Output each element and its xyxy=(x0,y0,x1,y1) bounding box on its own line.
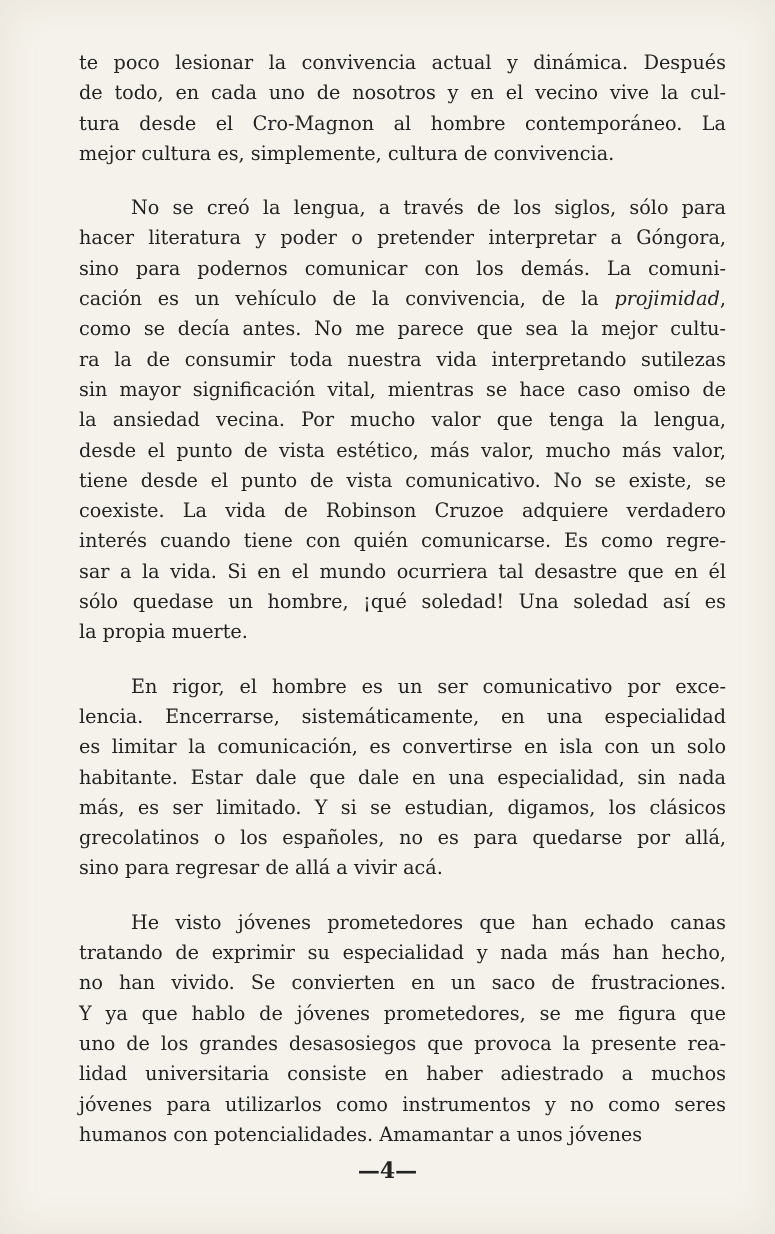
text-line: coexiste. La vida de Robinson Cruzoe adquiere verdadero xyxy=(79,499,726,523)
text-line: cación es un vehículo de la convivencia, de la projimidad, xyxy=(79,287,726,311)
text-line: uno de los grandes desasosiegos que provoca la presente rea- xyxy=(79,1031,726,1055)
text-line: No se creó la lengua, a través de los siglos, sólo para xyxy=(131,196,726,220)
text-line: te poco lesionar la convivencia actual y dinámica. Después xyxy=(79,51,726,74)
text-line: sin mayor significación vital, mientras se hace caso omiso de xyxy=(79,377,726,401)
text-line: más, es ser limitado. Y si se estudian, digamos, los clásicos xyxy=(79,795,726,819)
text-line: como se decía antes. No me parece que sea la mejor cultu- xyxy=(79,317,726,341)
paragraph xyxy=(79,193,726,647)
text-line: desde el punto de vista estético, más valor, mucho más valor, xyxy=(79,438,726,462)
text-line: sino para regresar de allá a vivir acá. xyxy=(79,856,443,880)
text-line: habitante. Estar dale que dale en una especialidad, sin nada xyxy=(79,765,726,789)
text-line: lidad universitaria consiste en haber adiestrado a muchos xyxy=(79,1062,726,1086)
text-line: He visto jóvenes prometedores que han echado canas xyxy=(131,910,726,934)
paragraph xyxy=(79,48,726,169)
paragraph xyxy=(79,672,726,884)
text-line: interés cuando tiene con quién comunicarse. Es como regre- xyxy=(79,529,726,553)
paragraph-gap xyxy=(79,169,726,193)
text-line: Y ya que hablo de jóvenes prometedores, se me figura que xyxy=(79,1001,726,1025)
text-line: tratando de exprimir su especialidad y nada más han hecho, xyxy=(79,941,726,965)
text-line: es limitar la comunicación, es convertirse en isla con un solo xyxy=(79,735,726,759)
emphasis-text: projimidad xyxy=(614,287,720,311)
page-number: —4— xyxy=(357,1158,418,1184)
body-text xyxy=(79,48,726,1150)
text-line: En rigor, el hombre es un ser comunicativo por exce- xyxy=(131,674,726,698)
text-line: la ansiedad vecina. Por mucho valor que tenga la lengua, xyxy=(79,408,726,432)
text-line: grecolatinos o los españoles, no es para quedarse por allá, xyxy=(79,826,726,850)
text-line: humanos con potencialidades. Amamantar a unos jóvenes xyxy=(79,1122,643,1146)
paragraph-gap xyxy=(79,884,726,908)
text-line: lencia. Encerrarse, sistemáticamente, en una especialidad xyxy=(79,704,726,728)
text-line: no han vivido. Se convierten en un saco de frustraciones. xyxy=(79,971,726,995)
text-line: tiene desde el punto de vista comunicativo. No se existe, se xyxy=(79,468,726,492)
text-line: ra la de consumir toda nuestra vida interpretando sutilezas xyxy=(79,347,726,371)
text-line: la propia muerte. xyxy=(79,620,248,644)
text-line: sar a la vida. Si en el mundo ocurriera tal desastre que en él xyxy=(79,559,726,583)
text-line: sino para podernos comunicar con los demás. La comuni- xyxy=(79,256,726,280)
text-line: jóvenes para utilizarlos como instrumentos y no como seres xyxy=(79,1092,726,1116)
text-line: sólo quedase un hombre, ¡qué soledad! Una soledad así es xyxy=(79,590,726,614)
text-line: tura desde el Cro-Magnon al hombre contemporáneo. La xyxy=(79,111,726,135)
paragraph xyxy=(79,908,726,1150)
text-line: hacer literatura y poder o pretender interpretar a Góngora, xyxy=(79,226,726,250)
text-line: de todo, en cada uno de nosotros y en el vecino vive la cul- xyxy=(79,81,726,105)
paragraph-gap xyxy=(79,648,726,672)
text-line: mejor cultura es, simplemente, cultura de convivencia. xyxy=(79,141,615,165)
